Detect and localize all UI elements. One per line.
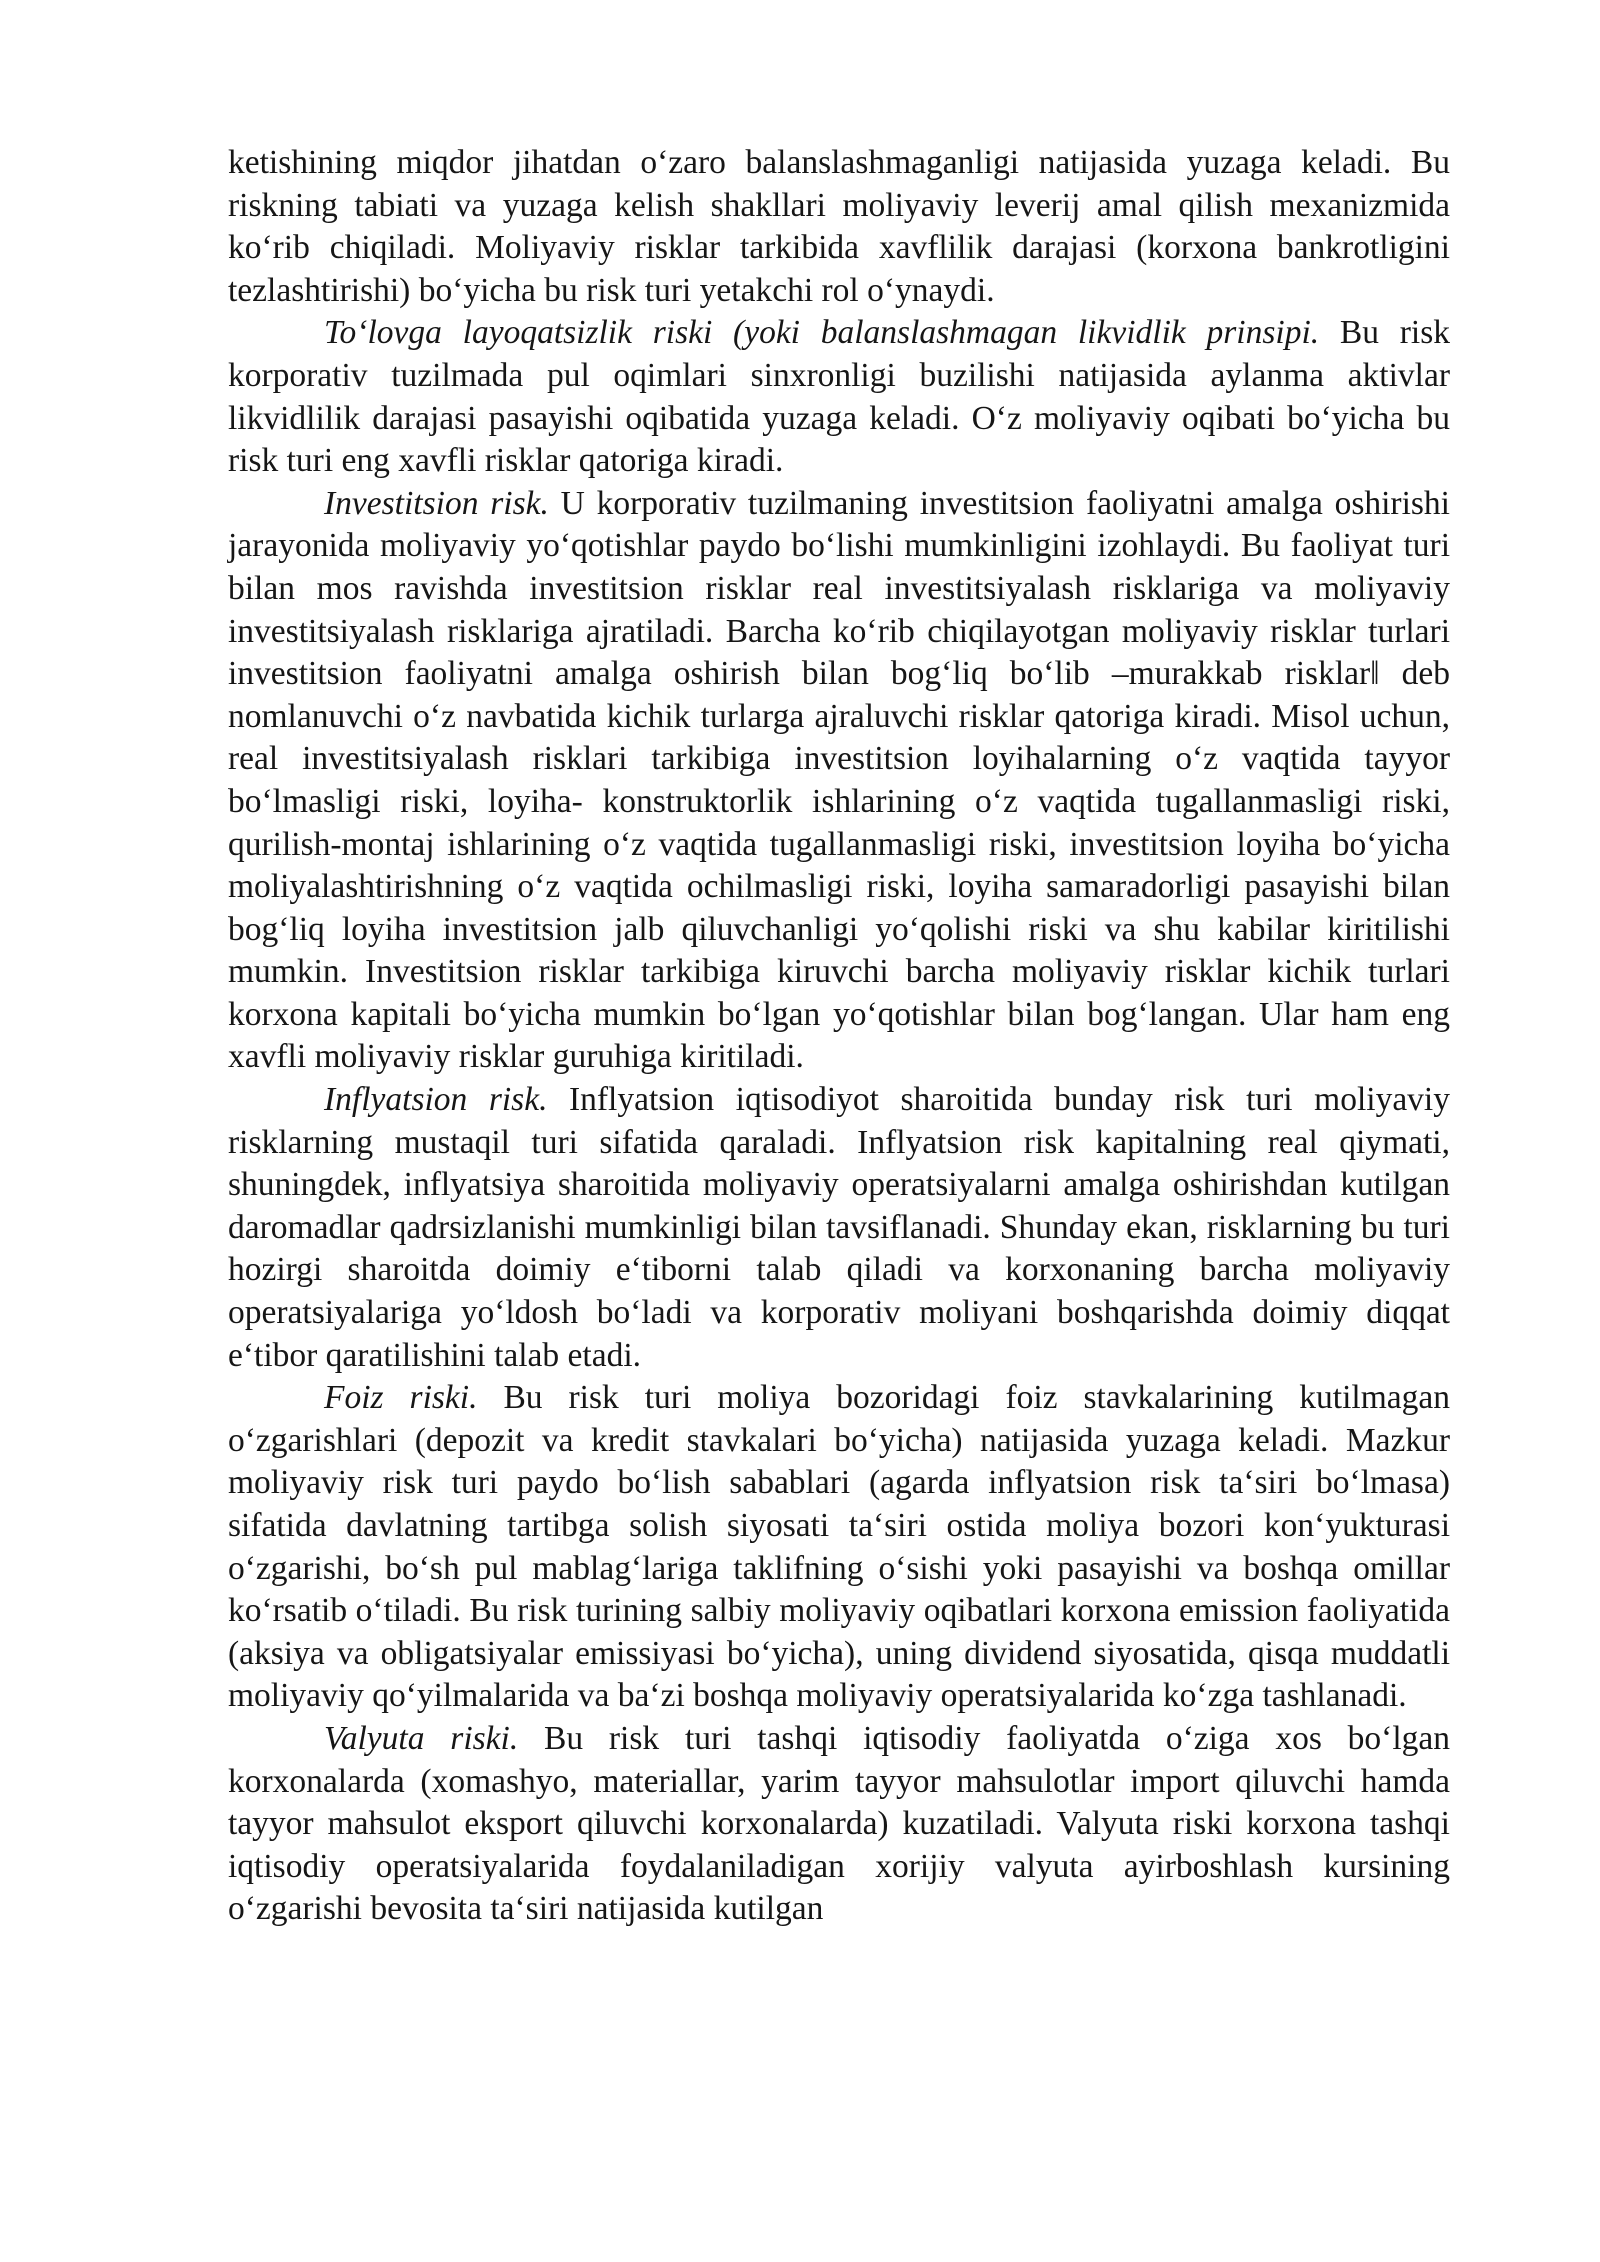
paragraph-currency-risk: [228, 1718, 1450, 1931]
term-interest-risk: Foiz riski.: [324, 1379, 478, 1417]
paragraph-text: Inflyatsion iqtisodiyot sharoitida bunday risk turi moliyaviy risklarning mustaqil turi sifatida qaraladi. Inflyatsion risk kapitalning real qiymati, shuningdek, inflyatsiya sharoitida moliyaviy operatsiyalarni amalga oshirishdan kutilgan daromadlar qadrsizlanishi mumkinligi bilan tavsiflanadi. Shunday ekan, risklarning bu turi hozirgi sharoitda doimiy e‘tiborni talab qiladi va korxonaning barcha moliyaviy operatsiyalariga yo‘ldosh bo‘ladi va korporativ moliyani boshqarishda doimiy diqqat e‘tibor qaratilishini talab etadi.: [228, 1081, 1450, 1374]
paragraph-inflation-risk: [228, 1079, 1450, 1377]
paragraph-text: Bu risk korporativ tuzilmada pul oqimlari sinxronligi buzilishi natijasida aylanma aktivlar likvidlilik darajasi pasayishi oqibatida yuzaga keladi. O‘z moliyaviy oqibati bo‘yicha bu risk turi eng xavfli risklar qatoriga kiradi.: [228, 314, 1450, 480]
paragraph-text: U korporativ tuzilmaning investitsion faoliyatni amalga oshirishi jarayonida moliyaviy yo‘qotishlar paydo bo‘lishi mumkinligini izohlaydi. Bu faoliyat turi bilan mos ravishda investitsion risklar real investitsiyalash risklariga va moliyaviy investitsiyalash risklariga ajratiladi. Barcha ko‘rib chiqilayotgan moliyaviy risklar turlari investitsion faoliyatni amalga oshirish bilan bog‘liq bo‘lib –murakkab risklar‖ deb nomlanuvchi o‘z navbatida kichik turlarga ajraluvchi risklar qatoriga kiradi. Misol uchun, real investitsiyalash risklari tarkibiga investitsion loyihalarning o‘z vaqtida tayyor bo‘lmasligi riski, loyiha- konstruktorlik ishlarining o‘z vaqtida tugallanmasligi riski, qurilish-montaj ishlarining o‘z vaqtida tugallanmasligi riski, investitsion loyiha bo‘yicha moliyalashtirishning o‘z vaqtida ochilmasligi riski, loyiha samaradorligi pasayishi bilan bog‘liq loyiha investitsion jalb qiluvchanligi yo‘qolishi riski va shu kabilar kiritilishi mumkin. Investitsion risklar tarkibiga kiruvchi barcha moliyaviy risklar kichik turlari korxona kapitali bo‘yicha mumkin bo‘lgan yo‘qotishlar bilan bog‘langan. Ular ham eng xavfli moliyaviy risklar guruhiga kiritiladi.: [228, 484, 1450, 1076]
paragraph-continuation: [228, 142, 1450, 312]
paragraph-text: Bu risk turi moliya bozoridagi foiz stavkalarining kutilmagan o‘zgarishlari (depozit va kredit stavkalari bo‘yicha) natijasida yuzaga keladi. Mazkur moliyaviy risk turi paydo bo‘lish sabablari (agarda inflyatsion risk ta‘siri bo‘lmasa) sifatida davlatning tartibga solish siyosati ta‘siri ostida moliya bozori kon‘yukturasi o‘zgarishi, bo‘sh pul mablag‘lariga taklifning o‘sishi yoki pasayishi va boshqa omillar ko‘rsatib o‘tiladi. Bu risk turining salbiy moliyaviy oqibatlari korxona emission faoliyatida (aksiya va obligatsiyalar emissiyasi bo‘yicha), uning dividend siyosatida, qisqa muddatli moliyaviy qo‘yilmalarida va ba‘zi boshqa moliyaviy operatsiyalarida ko‘zga tashlanadi.: [228, 1379, 1450, 1715]
term-solvency-risk: To‘lovga layoqatsizlik riski (yoki balanslashmagan likvidlik prinsipi.: [324, 314, 1320, 352]
paragraph-solvency-risk: [228, 312, 1450, 482]
term-investment-risk: Investitsion risk.: [324, 484, 549, 522]
paragraph-text: ketishining miqdor jihatdan o‘zaro balanslashmaganligi natijasida yuzaga keladi. Bu riskning tabiati va yuzaga kelish shakllari moliyaviy leverij amal qilish mexanizmida ko‘rib chiqiladi. Moliyaviy risklar tarkibida xavflilik darajasi (korxona bankrotligini tezlashtirishi) bo‘yicha bu risk turi yetakchi rol o‘ynaydi.: [228, 144, 1450, 309]
term-currency-risk: Valyuta riski.: [324, 1719, 519, 1757]
paragraph-text: Bu risk turi tashqi iqtisodiy faoliyatda o‘ziga xos bo‘lgan korxonalarda (xomashyo, materiallar, yarim tayyor mahsulotlar import qiluvchi hamda tayyor mahsulot eksport qiluvchi korxonalarda) kuzatiladi. Valyuta riski korxona tashqi iqtisodiy operatsiyalarida foydalaniladigan xorijiy valyuta ayirboshlash kursining o‘zgarishi bevosita ta‘siri natijasida kutilgan: [228, 1719, 1451, 1928]
paragraph-interest-risk: [228, 1377, 1450, 1718]
document-page: [228, 142, 1450, 1931]
term-inflation-risk: Inflyatsion risk.: [324, 1081, 548, 1119]
paragraph-investment-risk: [228, 483, 1450, 1079]
